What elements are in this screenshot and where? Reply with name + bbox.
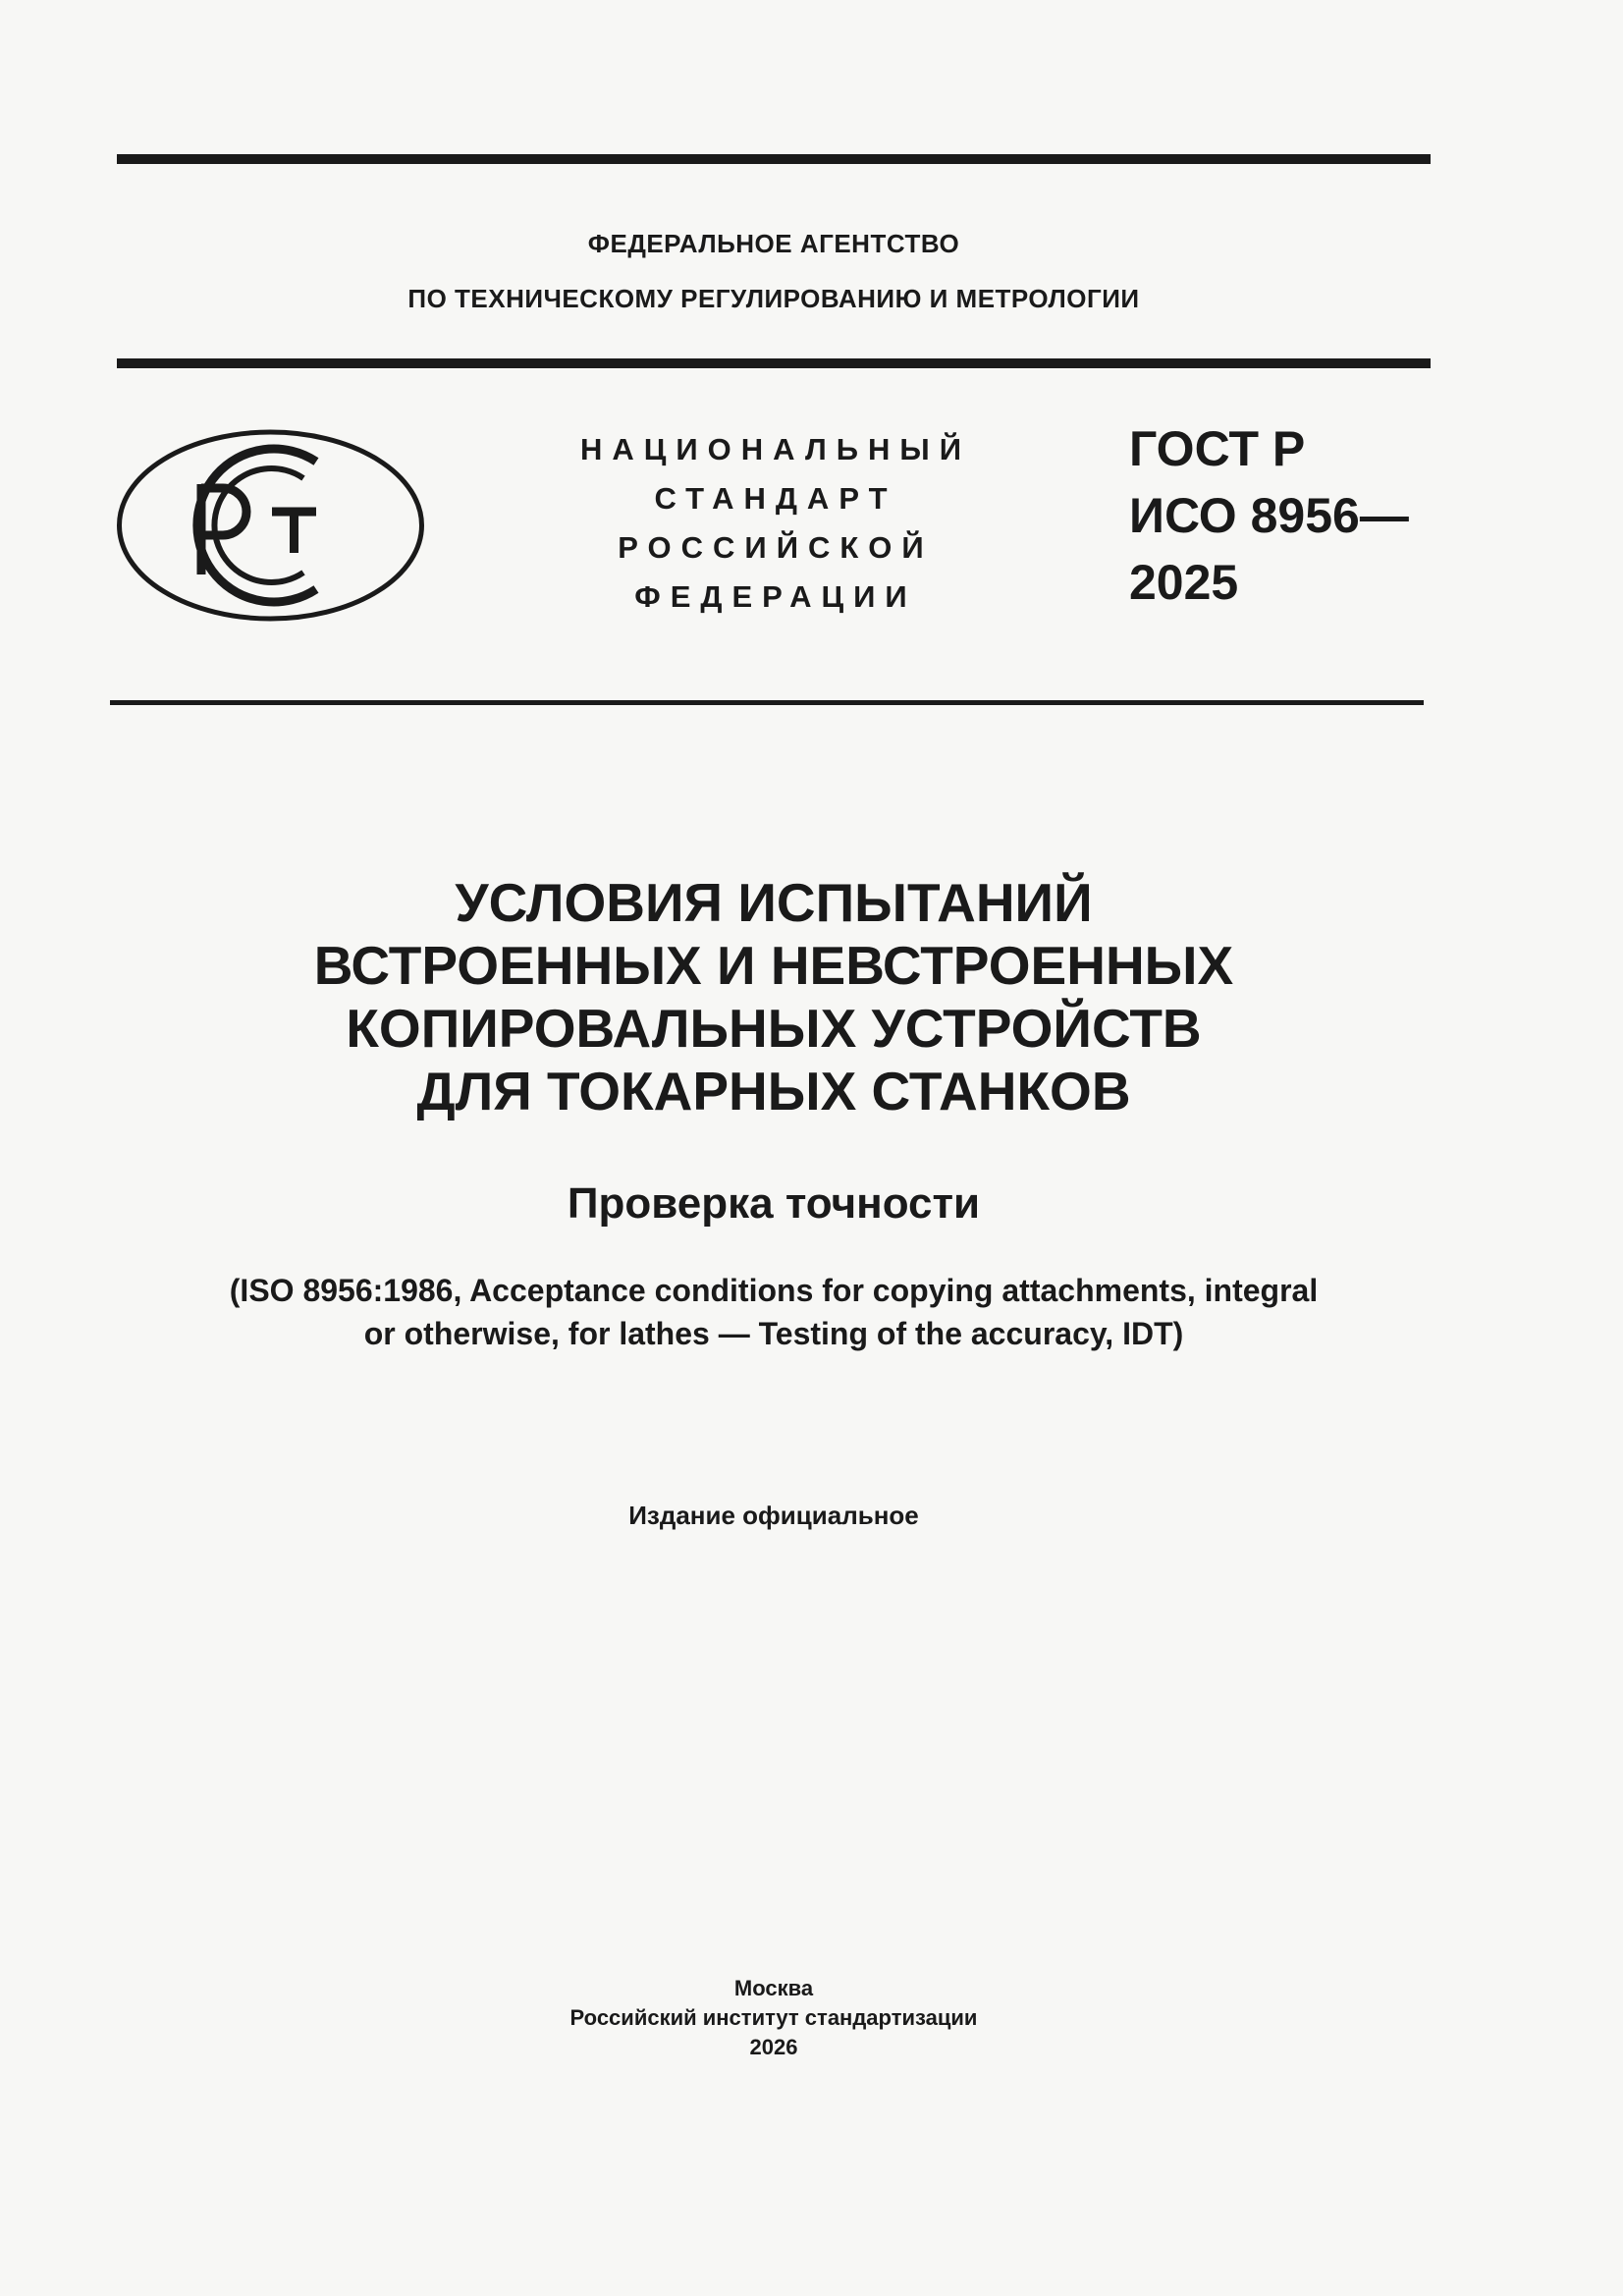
agency-header	[0, 216, 1547, 326]
original-standard-reference	[0, 1269, 1547, 1355]
original-line-2: or otherwise, for lathes — Testing of the accuracy, IDT)	[363, 1316, 1184, 1351]
national-line-4: ФЕДЕРАЦИИ	[634, 579, 917, 614]
national-line-3: РОССИЙСКОЙ	[618, 530, 934, 565]
imprint	[0, 1974, 1547, 2062]
designation-line-1: ГОСТ Р	[1129, 421, 1306, 476]
top-rule	[117, 154, 1431, 164]
imprint-city: Москва	[733, 1976, 814, 2000]
national-standard-label	[545, 425, 1006, 622]
rst-emblem-icon	[115, 427, 426, 624]
original-line-1: (ISO 8956:1986, Acceptance conditions for copying attachments, integral	[229, 1273, 1319, 1308]
standard-designation	[1129, 415, 1409, 616]
designation-line-3: 2025	[1129, 555, 1239, 610]
agency-line-1: ФЕДЕРАЛЬНОЕ АГЕНТСТВО	[587, 229, 960, 258]
document-title	[0, 871, 1547, 1122]
edition-note: Издание официальное	[628, 1501, 919, 1530]
designation-line-2: ИСО 8956—	[1129, 488, 1409, 543]
title-line-3: КОПИРОВАЛЬНЫХ УСТРОЙСТВ	[346, 998, 1202, 1059]
agency-line-2: ПО ТЕХНИЧЕСКОМУ РЕГУЛИРОВАНИЮ И МЕТРОЛОГИИ	[407, 284, 1140, 313]
document-subtitle: Проверка точности	[567, 1179, 981, 1228]
national-line-1: НАЦИОНАЛЬНЫЙ	[579, 432, 972, 466]
header-rule	[117, 358, 1431, 368]
title-line-1: УСЛОВИЯ ИСПЫТАНИЙ	[455, 872, 1093, 933]
imprint-year: 2026	[749, 2035, 798, 2059]
title-line-2: ВСТРОЕННЫХ И НЕВСТРОЕННЫХ	[313, 935, 1234, 996]
designation-rule	[110, 700, 1424, 705]
imprint-publisher: Российский институт стандартизации	[569, 2005, 978, 2030]
title-line-4: ДЛЯ ТОКАРНЫХ СТАНКОВ	[416, 1061, 1131, 1121]
national-line-2: СТАНДАРТ	[654, 481, 897, 516]
